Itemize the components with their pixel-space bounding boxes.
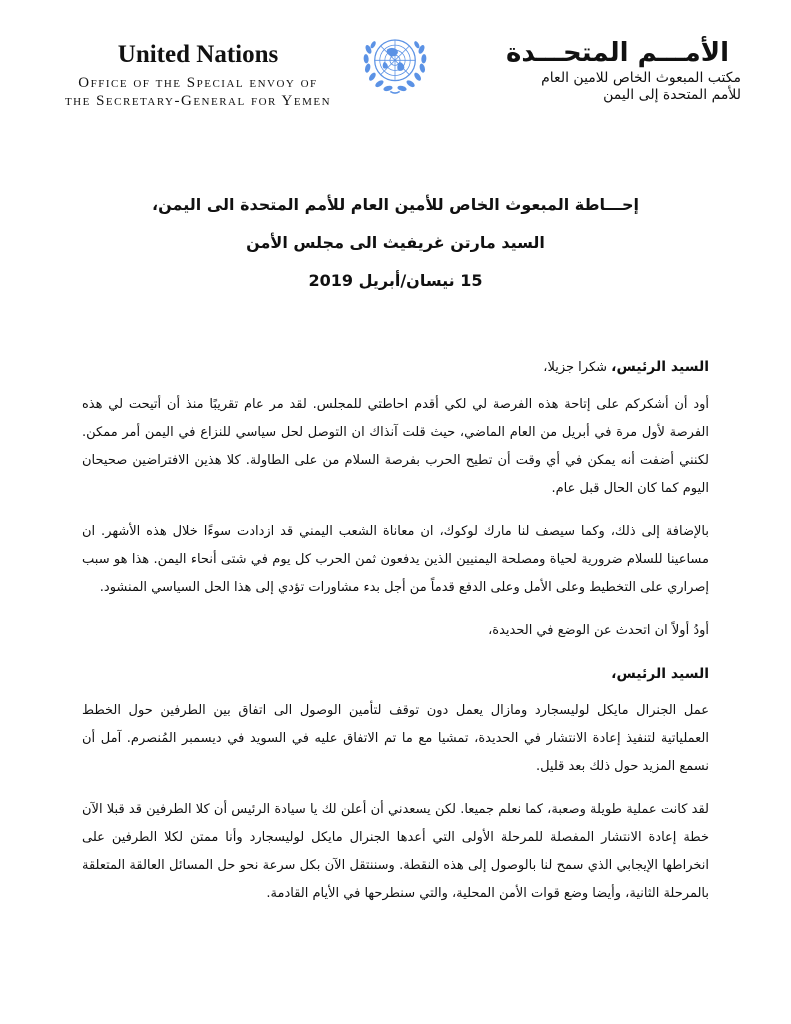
document-title bbox=[90, 194, 701, 308]
salutation-bold: السيد الرئيس، bbox=[611, 359, 709, 375]
office-name-ar-line1: مكتب المبعوث الخاص للامين العام bbox=[541, 70, 741, 86]
title-line-2: السيد مارتن غريفيث الى مجلس الأمن bbox=[246, 233, 545, 252]
letterhead-arabic bbox=[481, 36, 741, 104]
letterhead-english bbox=[52, 40, 344, 110]
paragraph-4: عمل الجنرال مايكل لوليسجارد ومازال يعمل دون توقف لتأمين الوصول الى اتفاق بين الطرفين حول الخطط العملياتية لتنفيذ إعادة الانتشار في الحديدة، تمشيا مع ما تم الاتفاق عليه في السويد في ديسمبر المُنصرم. آمل أن نسمع المزيد حول ذلك بعد قليل. bbox=[82, 703, 709, 774]
salutation bbox=[82, 353, 709, 382]
document-body bbox=[82, 353, 709, 923]
salutation-rest: شكرا جزيلا، bbox=[543, 360, 612, 375]
office-name-en-line1: Office of the Special envoy of bbox=[78, 75, 318, 91]
title-line-1: إحـــاطة المبعوث الخاص للأمين العام للأمم المتحدة الى اليمن، bbox=[152, 195, 639, 214]
paragraph-1: أود أن أشكركم على إتاحة هذه الفرصة لي لكي أقدم احاطتي للمجلس. لقد مر عام تقريبًا منذ أن أتيحت لي هذه الفرصة لأول مرة في أبريل من العام الماضي، حيث قلت آنذاك ان التوصل لحل سياسي للنزاع في اليمن أمر ممكن. لكنني أضفت أنه يمكن في أي وقت أن تطيح الحرب بفرصة السلام من على الطاولة. كلا هذين الافتراضين صحيحان اليوم كما كان الحال قبل عام. bbox=[82, 397, 709, 496]
paragraph-2: بالإضافة إلى ذلك، وكما سيصف لنا مارك لوكوك، ان معاناة الشعب اليمني قد ازدادت سوءًا خلال هذه الأشهر. ان مساعينا للسلام ضرورية لحياة ومصلحة اليمنيين الذين يدفعون ثمن الحرب كل يوم في شتى أنحاء اليمن. هذا هو سبب إصراري على التخطيط وعلى الأمل وعلى الدفع قدماً من أجل بدء مشاورات تؤدي إلى هذا الحل السياسي المنشود. bbox=[82, 524, 709, 595]
section-heading: السيد الرئيس، bbox=[611, 666, 709, 682]
office-name-en-line2: the Secretary-General for Yemen bbox=[64, 93, 332, 109]
office-name-ar-line2: للأمم المتحدة إلى اليمن bbox=[603, 87, 741, 103]
title-date: 15 نيسان/أبريل 2019 bbox=[308, 271, 483, 290]
org-name-ar: الأمـــم المتحـــدة bbox=[506, 38, 729, 68]
un-emblem-icon bbox=[356, 26, 434, 104]
paragraph-3: أودُ أولاً ان اتحدث عن الوضع في الحديدة، bbox=[488, 623, 709, 638]
paragraph-5: لقد كانت عملية طويلة وصعبة، كما نعلم جميعا. لكن يسعدني أن أعلن لك يا سيادة الرئيس أن كلا الطرفين قد قبلا الآن خطة إعادة الانتشار المفصلة للمرحلة الأولى التي أعدها الجنرال مايكل لوليسجارد وأنا ممتن لكلا الطرفين على انخراطها الإيجابي الذي سمح لنا بالوصول إلى هذه النقطة. وسننتقل الآن بكل سرعة نحو حل المسائل العالقة المتعلقة بالمرحلة الثانية، وأيضا وضع قوات الأمن المحلية، والتي سنطرحها في الأيام القادمة. bbox=[82, 802, 709, 901]
org-name-en: United Nations bbox=[117, 41, 279, 68]
